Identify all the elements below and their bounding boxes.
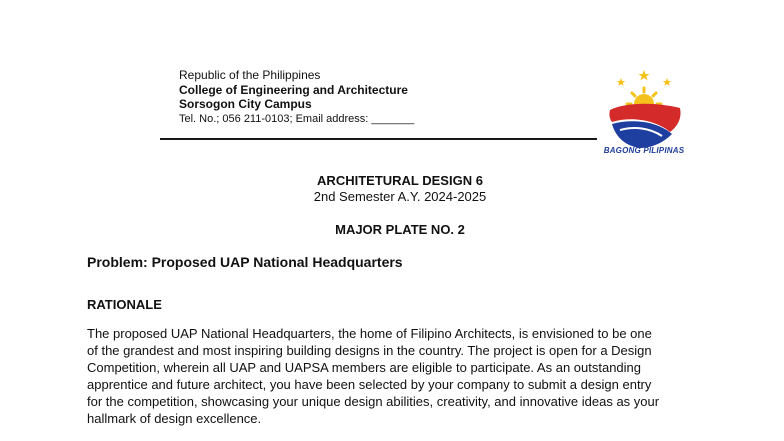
paragraph-line: hallmark of design excellence. (87, 411, 262, 427)
paragraph-line: of the grandest and most inspiring building designs in the country. The project is open for a Design (87, 343, 652, 359)
letterhead-divider (160, 138, 597, 140)
semester-label: 2nd Semester A.Y. 2024-2025 (313, 189, 487, 204)
rationale-paragraph (87, 325, 727, 428)
paragraph-line: Competition, wherein all UAP and UAPSA members are eligible to participate. As an outstanding (87, 360, 642, 376)
logo-caption: BAGONG PILIPINAS (603, 146, 685, 155)
bagong-pilipinas-logo-icon (596, 66, 692, 158)
letterhead-college: College of Engineering and Architecture (179, 82, 408, 97)
letterhead-contact: Tel. No.; 056 211-0103; Email address: _______ (179, 112, 415, 125)
letterhead (179, 68, 414, 126)
plate-title: MAJOR PLATE NO. 2 (335, 222, 465, 237)
letterhead-country: Republic of the Philippines (179, 68, 321, 82)
course-title: ARCHITETURAL DESIGN 6 (317, 173, 483, 188)
rationale-heading: RATIONALE (87, 297, 162, 312)
paragraph-line: The proposed UAP National Headquarters, the home of Filipino Architects, is envisioned to be one (87, 326, 652, 341)
problem-statement: Problem: Proposed UAP National Headquarters (87, 254, 403, 270)
paragraph-line: for the competition, showcasing your unique design abilities, creativity, and innovative ideas as your (87, 394, 660, 410)
letterhead-campus: Sorsogon City Campus (179, 97, 312, 111)
paragraph-line: apprentice and future architect, you have been selected by your company to submit a design entry (87, 377, 652, 393)
